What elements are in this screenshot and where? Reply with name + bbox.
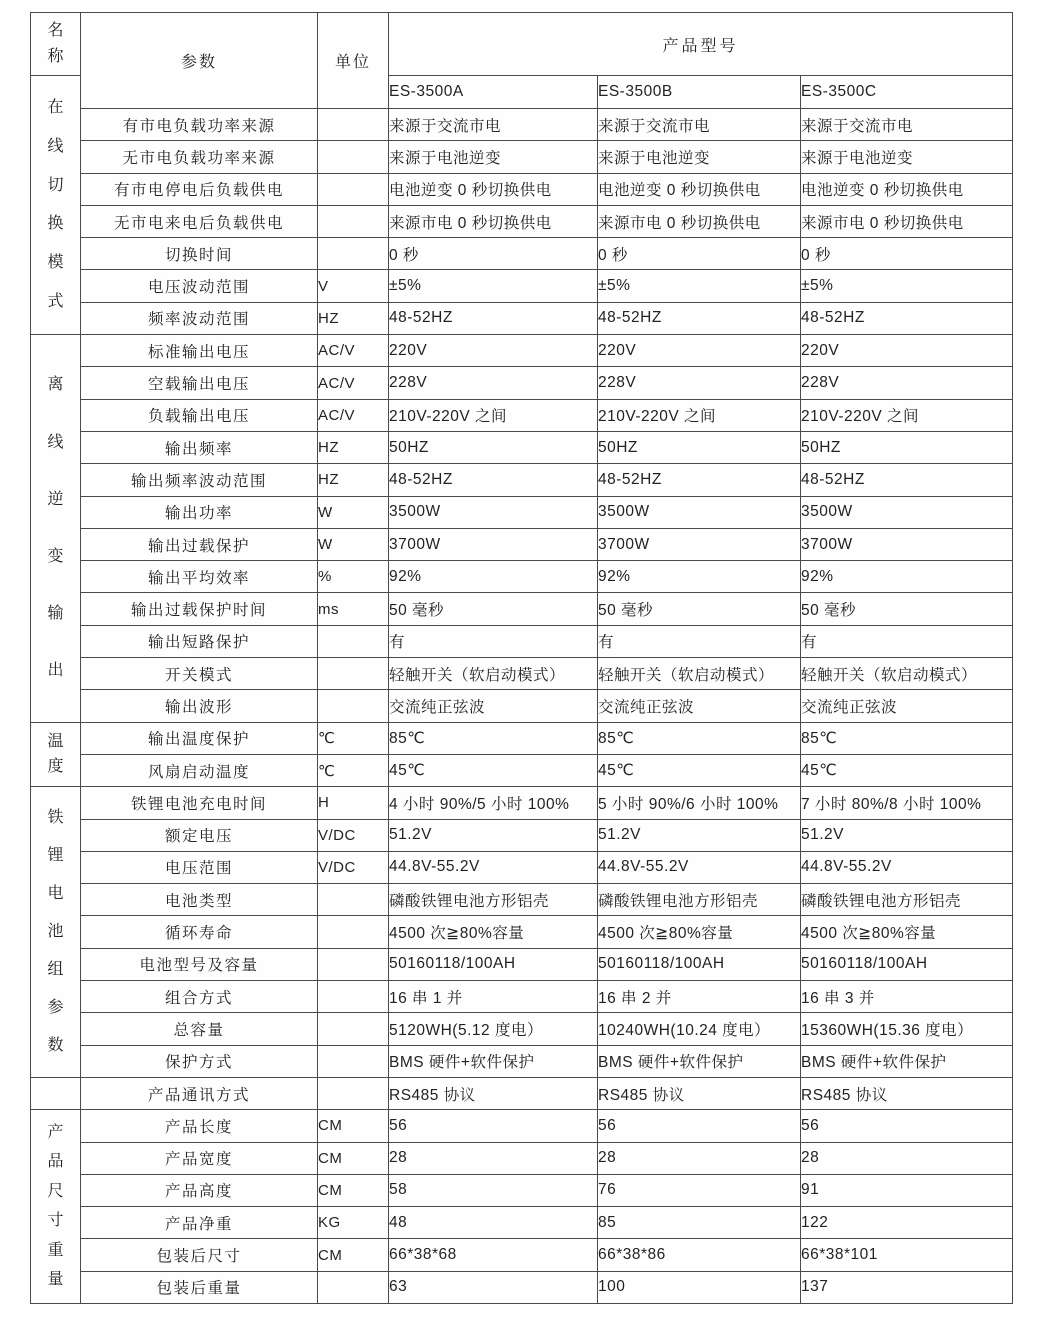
section-label <box>31 1111 80 1302</box>
value-cell: 50HZ <box>801 431 1013 463</box>
param-cell: 输出平均效率 <box>81 561 318 593</box>
value-cell: 0 秒 <box>389 238 598 270</box>
value-cell: 3500W <box>389 496 598 528</box>
value-cell: 66*38*86 <box>598 1239 801 1271</box>
param-cell: 电压波动范围 <box>81 270 318 302</box>
value-cell: 4 小时 90%/5 小时 100% <box>389 787 598 819</box>
unit-cell: V/DC <box>318 851 389 883</box>
value-cell: 58 <box>389 1174 598 1206</box>
value-cell: 3500W <box>801 496 1013 528</box>
table-row <box>31 722 1013 754</box>
vertical-label-char: 电 <box>47 885 64 903</box>
param-cell: 有市电负载功率来源 <box>81 109 318 141</box>
vertical-label-char: 尺 <box>47 1182 64 1200</box>
value-cell: 轻触开关（软启动模式） <box>801 658 1013 690</box>
value-cell: 28 <box>389 1142 598 1174</box>
value-cell: 44.8V-55.2V <box>389 851 598 883</box>
value-cell: 3700W <box>801 528 1013 560</box>
table-row <box>31 1110 1013 1142</box>
value-cell: 16 串 3 并 <box>801 981 1013 1013</box>
vertical-label-char: 重 <box>47 1241 64 1259</box>
value-cell: 28 <box>801 1142 1013 1174</box>
param-cell: 输出频率波动范围 <box>81 464 318 496</box>
value-cell: 7 小时 80%/8 小时 100% <box>801 787 1013 819</box>
value-cell: 45℃ <box>389 754 598 786</box>
value-cell: 50160118/100AH <box>801 948 1013 980</box>
unit-cell: HZ <box>318 464 389 496</box>
value-cell: RS485 协议 <box>801 1077 1013 1109</box>
name-header-cell <box>31 13 81 76</box>
value-cell: 137 <box>801 1271 1013 1303</box>
value-cell: 44.8V-55.2V <box>598 851 801 883</box>
vertical-label-char: 逆 <box>47 490 64 508</box>
unit-cell <box>318 690 389 722</box>
value-cell: 228V <box>389 367 598 399</box>
value-cell: 210V-220V 之间 <box>801 399 1013 431</box>
value-cell: 3500W <box>598 496 801 528</box>
value-cell: 76 <box>598 1174 801 1206</box>
table-row <box>31 593 1013 625</box>
param-cell: 产品通讯方式 <box>81 1077 318 1109</box>
vertical-label-char: 出 <box>47 662 64 680</box>
value-cell: 122 <box>801 1207 1013 1239</box>
table-row <box>31 431 1013 463</box>
param-cell: 产品净重 <box>81 1207 318 1239</box>
table-row <box>31 1239 1013 1271</box>
value-cell: 来源市电 0 秒切换供电 <box>801 205 1013 237</box>
vertical-label-char: 名 <box>47 22 64 40</box>
param-cell: 切换时间 <box>81 238 318 270</box>
unit-cell: CM <box>318 1174 389 1206</box>
value-cell: 56 <box>598 1110 801 1142</box>
table-row <box>31 141 1013 173</box>
value-cell: 50 毫秒 <box>598 593 801 625</box>
value-cell: 来源于交流市电 <box>801 109 1013 141</box>
value-cell: 3700W <box>389 528 598 560</box>
section-label-cell <box>31 335 81 723</box>
section-label <box>31 336 80 721</box>
value-cell: 来源于电池逆变 <box>598 141 801 173</box>
param-cell: 空载输出电压 <box>81 367 318 399</box>
table-row <box>31 754 1013 786</box>
table-row <box>31 335 1013 367</box>
value-cell: ±5% <box>801 270 1013 302</box>
param-cell: 输出温度保护 <box>81 722 318 754</box>
value-cell: RS485 协议 <box>598 1077 801 1109</box>
value-cell: 来源于电池逆变 <box>801 141 1013 173</box>
table-row <box>31 1077 1013 1109</box>
table-row <box>31 948 1013 980</box>
value-cell: 66*38*101 <box>801 1239 1013 1271</box>
value-cell: 50HZ <box>389 431 598 463</box>
table-row <box>31 658 1013 690</box>
section-label-cell <box>31 722 81 787</box>
value-cell: 50160118/100AH <box>389 948 598 980</box>
value-cell: RS485 协议 <box>389 1077 598 1109</box>
table-row <box>31 981 1013 1013</box>
vertical-label-char: 组 <box>47 961 64 978</box>
param-header-cell: 参数 <box>81 13 318 109</box>
vertical-label-char: 线 <box>47 433 64 451</box>
value-cell: 220V <box>598 335 801 367</box>
vertical-label-char: 变 <box>47 547 64 565</box>
value-cell: 50160118/100AH <box>598 948 801 980</box>
vertical-label-char: 寸 <box>47 1212 64 1230</box>
value-cell: 48-52HZ <box>598 464 801 496</box>
header-row <box>31 13 1013 76</box>
param-cell: 输出短路保护 <box>81 625 318 657</box>
product-model-header-cell: 产品型号 <box>389 13 1013 76</box>
param-cell: 无市电来电后负载供电 <box>81 205 318 237</box>
value-cell: 92% <box>389 561 598 593</box>
unit-header-cell: 单位 <box>318 13 389 109</box>
table-row <box>31 367 1013 399</box>
vertical-label-char: 产 <box>47 1123 64 1141</box>
value-cell: 100 <box>598 1271 801 1303</box>
param-cell: 保护方式 <box>81 1045 318 1077</box>
value-cell: 电池逆变 0 秒切换供电 <box>598 173 801 205</box>
value-cell: ±5% <box>598 270 801 302</box>
param-cell: 产品高度 <box>81 1174 318 1206</box>
value-cell: 48-52HZ <box>801 464 1013 496</box>
unit-cell <box>318 205 389 237</box>
vertical-label-char: 量 <box>47 1271 64 1289</box>
table-row <box>31 528 1013 560</box>
value-cell: 56 <box>801 1110 1013 1142</box>
param-cell: 包装后尺寸 <box>81 1239 318 1271</box>
value-cell: 来源于电池逆变 <box>389 141 598 173</box>
unit-cell: V/DC <box>318 819 389 851</box>
value-cell: 磷酸铁锂电池方形铝壳 <box>389 884 598 916</box>
value-cell: 85℃ <box>389 722 598 754</box>
vertical-label-char: 铁 <box>47 809 64 827</box>
vertical-label-char: 度 <box>47 758 64 776</box>
unit-cell: ℃ <box>318 754 389 786</box>
table-row <box>31 787 1013 819</box>
vertical-label-char: 品 <box>47 1153 64 1171</box>
value-cell: 来源市电 0 秒切换供电 <box>598 205 801 237</box>
value-cell: 50HZ <box>598 431 801 463</box>
vertical-label-char: 线 <box>47 137 64 155</box>
table-row <box>31 1271 1013 1303</box>
unit-cell: CM <box>318 1239 389 1271</box>
model-header: ES-3500A <box>389 76 598 109</box>
param-cell: 电池类型 <box>81 884 318 916</box>
unit-cell: W <box>318 528 389 560</box>
table-row <box>31 851 1013 883</box>
param-cell: 有市电停电后负载供电 <box>81 173 318 205</box>
unit-cell: H <box>318 787 389 819</box>
param-cell: 输出频率 <box>81 431 318 463</box>
value-cell: BMS 硬件+软件保护 <box>801 1045 1013 1077</box>
value-cell: 电池逆变 0 秒切换供电 <box>801 173 1013 205</box>
unit-cell: ℃ <box>318 722 389 754</box>
table-row <box>31 109 1013 141</box>
spec-sheet <box>30 12 1013 1304</box>
table-row <box>31 1142 1013 1174</box>
param-cell: 总容量 <box>81 1013 318 1045</box>
unit-cell: AC/V <box>318 367 389 399</box>
vertical-label-char: 式 <box>47 293 64 311</box>
value-cell: 48-52HZ <box>598 302 801 334</box>
section-label-cell <box>31 787 81 1078</box>
vertical-label-char: 参 <box>47 998 64 1016</box>
unit-cell: ms <box>318 593 389 625</box>
vertical-label-char: 换 <box>47 215 64 233</box>
unit-cell <box>318 625 389 657</box>
table-row <box>31 916 1013 948</box>
value-cell: 45℃ <box>598 754 801 786</box>
value-cell: 92% <box>598 561 801 593</box>
unit-cell: KG <box>318 1207 389 1239</box>
value-cell: 50 毫秒 <box>389 593 598 625</box>
unit-cell: AC/V <box>318 335 389 367</box>
table-row <box>31 884 1013 916</box>
value-cell: 16 串 1 并 <box>389 981 598 1013</box>
value-cell: 来源市电 0 秒切换供电 <box>389 205 598 237</box>
value-cell: 有 <box>389 625 598 657</box>
param-cell: 产品长度 <box>81 1110 318 1142</box>
value-cell: 48-52HZ <box>389 302 598 334</box>
value-cell: 85 <box>598 1207 801 1239</box>
value-cell: 228V <box>801 367 1013 399</box>
value-cell: 3700W <box>598 528 801 560</box>
table-row <box>31 690 1013 722</box>
unit-cell <box>318 916 389 948</box>
vertical-label-char: 模 <box>47 254 64 272</box>
value-cell: 220V <box>801 335 1013 367</box>
param-cell: 负载输出电压 <box>81 399 318 431</box>
table-row <box>31 561 1013 593</box>
unit-cell: W <box>318 496 389 528</box>
section-label <box>31 1079 80 1108</box>
value-cell: 15360WH(15.36 度电） <box>801 1013 1013 1045</box>
value-cell: 44.8V-55.2V <box>801 851 1013 883</box>
unit-cell <box>318 238 389 270</box>
value-cell: 磷酸铁锂电池方形铝壳 <box>801 884 1013 916</box>
param-cell: 包装后重量 <box>81 1271 318 1303</box>
value-cell: 4500 次≧80%容量 <box>389 916 598 948</box>
value-cell: 交流纯正弦波 <box>598 690 801 722</box>
table-row <box>31 1174 1013 1206</box>
unit-cell <box>318 173 389 205</box>
param-cell: 组合方式 <box>81 981 318 1013</box>
value-cell: 0 秒 <box>598 238 801 270</box>
value-cell: 10240WH(10.24 度电） <box>598 1013 801 1045</box>
spec-table <box>30 12 1013 1304</box>
value-cell: 51.2V <box>801 819 1013 851</box>
section-label-cell <box>31 1077 81 1109</box>
table-row <box>31 1045 1013 1077</box>
unit-cell <box>318 948 389 980</box>
table-row <box>31 464 1013 496</box>
table-row <box>31 819 1013 851</box>
section-label <box>31 77 80 333</box>
table-row <box>31 399 1013 431</box>
param-cell: 产品宽度 <box>81 1142 318 1174</box>
section-label <box>31 788 80 1076</box>
vertical-label-char: 在 <box>47 98 64 116</box>
value-cell: 交流纯正弦波 <box>801 690 1013 722</box>
param-cell: 输出功率 <box>81 496 318 528</box>
value-cell: 63 <box>389 1271 598 1303</box>
unit-cell: CM <box>318 1110 389 1142</box>
vertical-label-char: 输 <box>47 605 64 623</box>
value-cell: 来源于交流市电 <box>598 109 801 141</box>
value-cell: 48-52HZ <box>389 464 598 496</box>
unit-cell: V <box>318 270 389 302</box>
value-cell: 51.2V <box>389 819 598 851</box>
value-cell: 210V-220V 之间 <box>598 399 801 431</box>
value-cell: 210V-220V 之间 <box>389 399 598 431</box>
name-header-label <box>31 14 80 74</box>
value-cell: 0 秒 <box>801 238 1013 270</box>
unit-cell: CM <box>318 1142 389 1174</box>
param-cell: 风扇启动温度 <box>81 754 318 786</box>
param-cell: 频率波动范围 <box>81 302 318 334</box>
param-cell: 铁锂电池充电时间 <box>81 787 318 819</box>
value-cell: 228V <box>598 367 801 399</box>
value-cell: 有 <box>801 625 1013 657</box>
value-cell: 轻触开关（软启动模式） <box>598 658 801 690</box>
unit-cell <box>318 1271 389 1303</box>
unit-cell <box>318 884 389 916</box>
vertical-label-char: 池 <box>47 923 64 941</box>
vertical-label-char: 温 <box>47 732 64 750</box>
value-cell: 来源于交流市电 <box>389 109 598 141</box>
unit-cell <box>318 981 389 1013</box>
value-cell: 85℃ <box>598 722 801 754</box>
value-cell: 交流纯正弦波 <box>389 690 598 722</box>
value-cell: ±5% <box>389 270 598 302</box>
value-cell: 51.2V <box>598 819 801 851</box>
param-cell: 电压范围 <box>81 851 318 883</box>
value-cell: 5120WH(5.12 度电） <box>389 1013 598 1045</box>
value-cell: 磷酸铁锂电池方形铝壳 <box>598 884 801 916</box>
value-cell: 有 <box>598 625 801 657</box>
unit-cell: HZ <box>318 302 389 334</box>
table-row <box>31 173 1013 205</box>
param-cell: 循环寿命 <box>81 916 318 948</box>
vertical-label-char: 离 <box>47 376 64 394</box>
unit-cell <box>318 658 389 690</box>
unit-cell <box>318 109 389 141</box>
param-cell: 电池型号及容量 <box>81 948 318 980</box>
section-label-cell <box>31 76 81 335</box>
value-cell: 28 <box>598 1142 801 1174</box>
param-cell: 开关模式 <box>81 658 318 690</box>
value-cell: 220V <box>389 335 598 367</box>
table-row <box>31 625 1013 657</box>
value-cell: 45℃ <box>801 754 1013 786</box>
model-header: ES-3500B <box>598 76 801 109</box>
table-row <box>31 270 1013 302</box>
value-cell: 5 小时 90%/6 小时 100% <box>598 787 801 819</box>
table-row <box>31 496 1013 528</box>
table-row <box>31 238 1013 270</box>
table-row <box>31 302 1013 334</box>
vertical-label-char: 切 <box>47 176 64 194</box>
unit-cell: AC/V <box>318 399 389 431</box>
unit-cell: % <box>318 561 389 593</box>
value-cell: 56 <box>389 1110 598 1142</box>
section-label <box>31 724 80 786</box>
value-cell: 50 毫秒 <box>801 593 1013 625</box>
vertical-label-char: 数 <box>47 1036 64 1054</box>
value-cell: 轻触开关（软启动模式） <box>389 658 598 690</box>
value-cell: 4500 次≧80%容量 <box>801 916 1013 948</box>
value-cell: 92% <box>801 561 1013 593</box>
value-cell: 电池逆变 0 秒切换供电 <box>389 173 598 205</box>
value-cell: 48 <box>389 1207 598 1239</box>
param-cell: 无市电负载功率来源 <box>81 141 318 173</box>
vertical-label-char: 称 <box>47 47 64 65</box>
unit-cell <box>318 141 389 173</box>
value-cell: 66*38*68 <box>389 1239 598 1271</box>
table-row <box>31 1013 1013 1045</box>
value-cell: BMS 硬件+软件保护 <box>598 1045 801 1077</box>
value-cell: 91 <box>801 1174 1013 1206</box>
param-cell: 输出过载保护时间 <box>81 593 318 625</box>
param-cell: 输出波形 <box>81 690 318 722</box>
unit-cell <box>318 1013 389 1045</box>
unit-cell <box>318 1077 389 1109</box>
value-cell: 4500 次≧80%容量 <box>598 916 801 948</box>
value-cell: BMS 硬件+软件保护 <box>389 1045 598 1077</box>
value-cell: 85℃ <box>801 722 1013 754</box>
param-cell: 标准输出电压 <box>81 335 318 367</box>
value-cell: 16 串 2 并 <box>598 981 801 1013</box>
unit-cell: HZ <box>318 431 389 463</box>
model-header: ES-3500C <box>801 76 1013 109</box>
vertical-label-char: 锂 <box>47 847 64 865</box>
param-cell: 额定电压 <box>81 819 318 851</box>
table-row <box>31 1207 1013 1239</box>
section-label-cell <box>31 1110 81 1304</box>
param-cell: 输出过载保护 <box>81 528 318 560</box>
value-cell: 48-52HZ <box>801 302 1013 334</box>
table-row <box>31 205 1013 237</box>
unit-cell <box>318 1045 389 1077</box>
